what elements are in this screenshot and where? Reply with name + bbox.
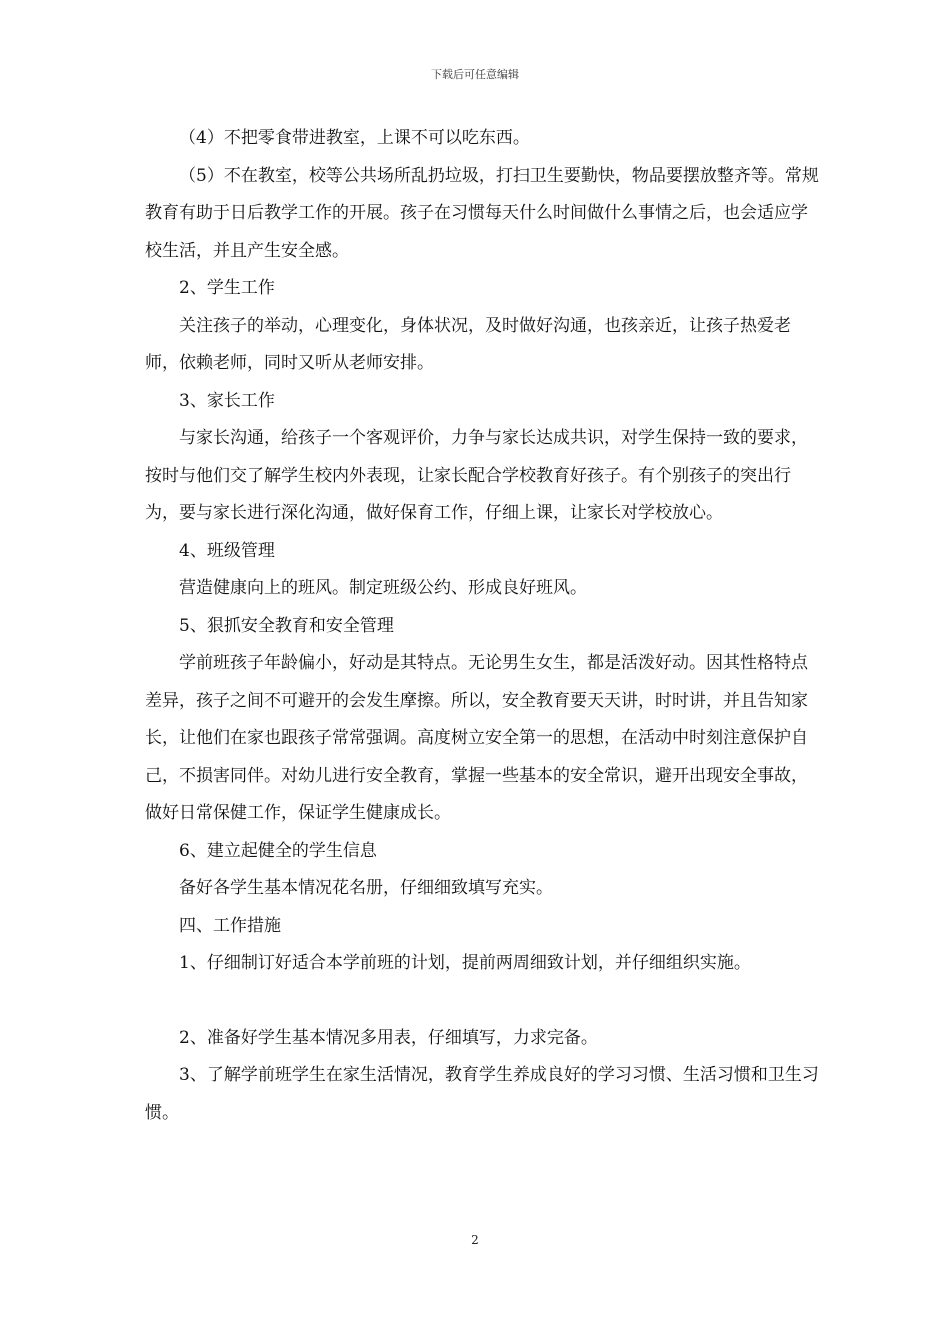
- heading-parent-work: 3、家长工作: [179, 390, 275, 411]
- heading-work-measures: 四、工作措施: [179, 915, 281, 936]
- paragraph-student-info: 备好各学生基本情况花名册，仔细细致填写充实。: [179, 878, 553, 898]
- document-body: [145, 120, 820, 1132]
- paragraph-measure-1: 1、仔细制订好适合本学前班的计划，提前两周细致计划，并仔细组织实施。: [179, 953, 751, 973]
- page-number: 2: [471, 1233, 479, 1247]
- heading-class-management: 4、班级管理: [179, 540, 275, 561]
- paragraph-student-work: 关注孩子的举动，心理变化，身体状况，及时做好沟通，也孩亲近，让孩子热爱老师，依赖老师，同时又听从老师安排。: [145, 315, 791, 373]
- heading-student-info: 6、建立起健全的学生信息: [179, 840, 377, 861]
- paragraph-safety-education: 学前班孩子年龄偏小，好动是其特点。无论男生女生，都是活泼好动。因其性格特点差异，孩子之间不可避开的会发生摩擦。所以，安全教育要天天讲，时时讲，并且告知家长，让他们在家也跟孩子常常强调。高度树立安全第一的思想，在活动中时刻注意保护自己，不损害同伴。对幼儿进行安全教育，掌握一些基本的安全常识，避开出现安全事故，做好日常保健工作，保证学生健康成长。: [145, 653, 808, 823]
- paragraph-measure-2: 2、准备好学生基本情况多用表，仔细填写，力求完备。: [179, 1027, 598, 1048]
- paragraph-measure-3: 3、了解学前班学生在家生活情况，教育学生养成良好的学习习惯、生活习惯和卫生习惯。: [145, 1065, 819, 1123]
- paragraph-parent-work: 与家长沟通，给孩子一个客观评价，力争与家长达成共识，对学生保持一致的要求，按时与他们交了解学生校内外表现，让家长配合学校教育好孩子。有个别孩子的突出行为，要与家长进行深化沟通，做好保育工作，仔细上课，让家长对学校放心。: [145, 428, 808, 523]
- paragraph-rule-4: （4）不把零食带进教室，上课不可以吃东西。: [179, 128, 530, 148]
- paragraph-rule-5: （5）不在教室，校等公共场所乱扔垃圾，打扫卫生要勤快，物品要摆放整齐等。常规教育有助于日后教学工作的开展。孩子在习惯每天什么时间做什么事情之后，也会适应学校生活，并且产生安全感。: [145, 165, 819, 261]
- heading-safety-education: 5、狠抓安全教育和安全管理: [179, 615, 394, 636]
- paragraph-class-management: 营造健康向上的班风。制定班级公约、形成良好班风。: [179, 578, 587, 598]
- heading-student-work: 2、学生工作: [179, 278, 275, 298]
- page-header: 下载后可任意编辑: [431, 68, 519, 81]
